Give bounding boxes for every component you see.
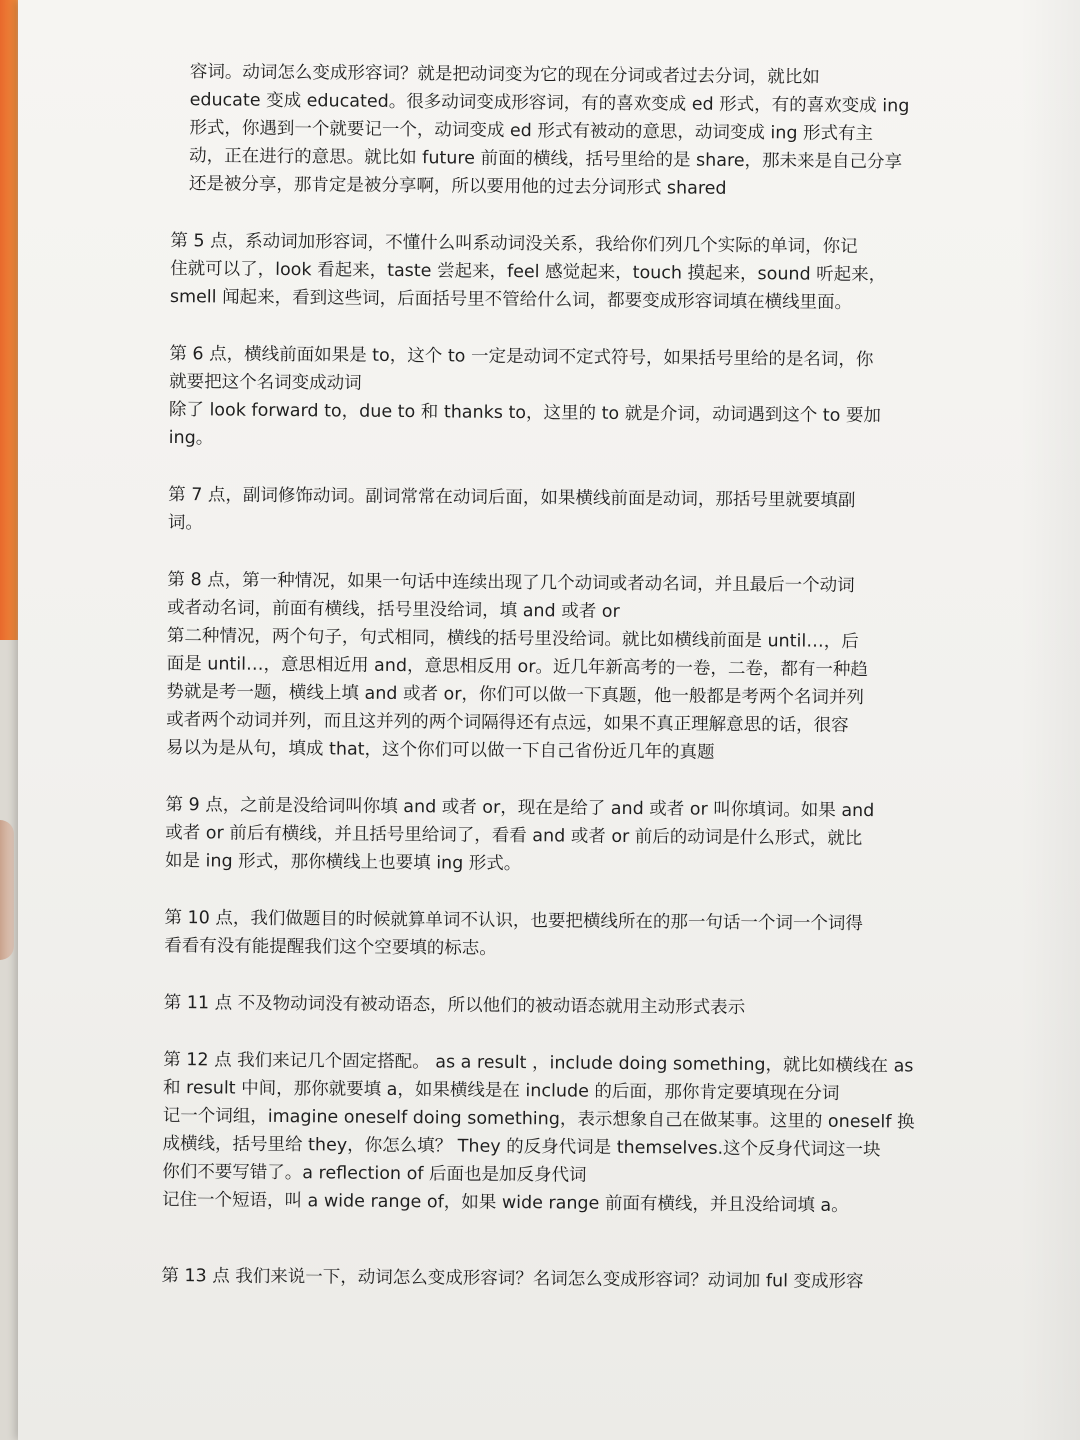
paragraph-point-7 [168, 481, 968, 544]
document-text [161, 58, 972, 1326]
text-line: 第二种情况，两个句子，句式相同，横线的括号里没给词。就比如横线前面是 until…，后 [166, 625, 859, 653]
text-line: ing。 [168, 427, 214, 449]
text-line: 易以为是从句，填成 that，这个你们可以做一下自己省份近几年的真题 [165, 737, 715, 763]
text-line: 你们不要写错了。a reflection of 后面也是加反身代词 [162, 1161, 587, 1186]
text-line: 第 5 点，系动词加形容词，不懂什么叫系动词没关系，我给你们列几个实际的单词，你记 [170, 230, 858, 257]
paragraph-point-5 [170, 227, 971, 318]
text-line: 第 13 点 我们来说一下，动词怎么变成形容词？名词怎么变成形容词？动词加 ful 变成形容 [161, 1265, 864, 1293]
text-line: 第 6 点，横线前面如果是 to，这个 to 一定是动词不定式符号，如果括号里给的是名词，你 [169, 343, 874, 371]
text-line: 或者动名词，前面有横线，括号里没给词，填 and 或者 or [167, 597, 620, 622]
text-line: educate 变成 educated。很多动词变成形容词，有的喜欢变成 ed 形式，有的喜欢变成 ing [189, 90, 910, 117]
text-line: 面是 until…，意思相近用 and，意思相反用 or。近几年新高考的一卷，二卷，都有一种趋 [166, 653, 869, 681]
page-shadow [1020, 0, 1080, 1440]
text-line: 和 result 中间，那你就要填 a，如果横线是在 include 的后面，那你肯定要填现在分词 [162, 1077, 840, 1104]
text-line: 第 11 点 不及物动词没有被动语态，所以他们的被动语态就用主动形式表示 [163, 992, 746, 1019]
text-line: 动，正在进行的意思。就比如 future 前面的横线，括号里给的是 share，那未来是自己分享 [189, 146, 903, 173]
finger-edge [0, 820, 14, 960]
text-line: 第 7 点，副词修饰动词。副词常常在动词后面，如果横线前面是动词，那括号里就要填副 [168, 484, 856, 511]
text-line: 记住一个短语，叫 a wide range of，如果 wide range 前面有横线，并且没给词填 a。 [161, 1189, 849, 1216]
paragraph-point-11 [164, 989, 964, 1024]
text-line: 成横线，括号里给 they，你怎么填？ They 的反身代词是 themselves.这个反身代词这一块 [162, 1133, 881, 1161]
text-line: 记一个词组，imagine oneself doing something，表示想象自己在做某事。这里的 oneself 换 [162, 1105, 915, 1133]
text-line: 或者两个动词并列，而且这并列的两个词隔得还有点远，如果不真正理解意思的话，很容 [166, 709, 849, 736]
paragraph-point-6 [169, 340, 970, 459]
text-line: 形式，你遇到一个就要记一个，动词变成 ed 形式有被动的意思，动词变成 ing 形式有主 [189, 118, 874, 145]
text-line: 如是 ing 形式，那你横线上也要填 ing 形式。 [164, 850, 522, 875]
paragraph-point-12 [162, 1046, 963, 1221]
text-line: 还是被分享，那肯定是被分享啊，所以要用他的过去分词形式 shared [188, 174, 727, 199]
text-line: 看看有没有能提醒我们这个空要填的标志。 [164, 935, 497, 959]
text-line: smell 闻起来，看到这些词，后面括号里不管给什么词，都要变成形容词填在横线里面。 [169, 286, 853, 313]
text-line: 势就是考一题，横线上填 and 或者 or，你们可以做一下真题，他一般都是考两个名词并列 [166, 681, 865, 709]
text-line: 就要把这个名词变成动词 [169, 371, 362, 394]
text-line: 容词。动词怎么变成形容词？就是把动词变为它的现在分词或者过去分词，就比如 [189, 62, 820, 88]
paragraph-point-13 [161, 1262, 961, 1297]
text-line: 或者 or 前后有横线，并且括号里给词了，看看 and 或者 or 前后的动词是什么形式，就比 [165, 822, 863, 850]
paragraph-intro [189, 58, 972, 205]
paragraph-point-9 [165, 791, 966, 882]
text-line: 第 10 点，我们做题目的时候就算单词不认识，也要把横线所在的那一句话一个词一个词得 [164, 907, 863, 935]
text-line: 第 12 点 我们来记几个固定搭配。 as a result ，include doing something，就比如横线在 as [163, 1049, 914, 1077]
text-line: 住就可以了，look 看起来，taste 尝起来，feel 感觉起来，touch 摸起来，sound 听起来， [170, 258, 887, 286]
text-line: 第 9 点，之前是没给词叫你填 and 或者 or，现在是给了 and 或者 or 叫你填词。如果 and [165, 794, 875, 822]
text-line: 词。 [167, 512, 204, 534]
paragraph-point-8 [166, 566, 968, 769]
text-line: 除了 look forward to，due to 和 thanks to，这里的 to 就是介词，动词遇到这个 to 要加 [168, 399, 882, 427]
text-line: 第 8 点，第一种情况，如果一句话中连续出现了几个动词或者动名词，并且最后一个动词 [167, 569, 855, 596]
paragraph-point-10 [164, 904, 964, 967]
